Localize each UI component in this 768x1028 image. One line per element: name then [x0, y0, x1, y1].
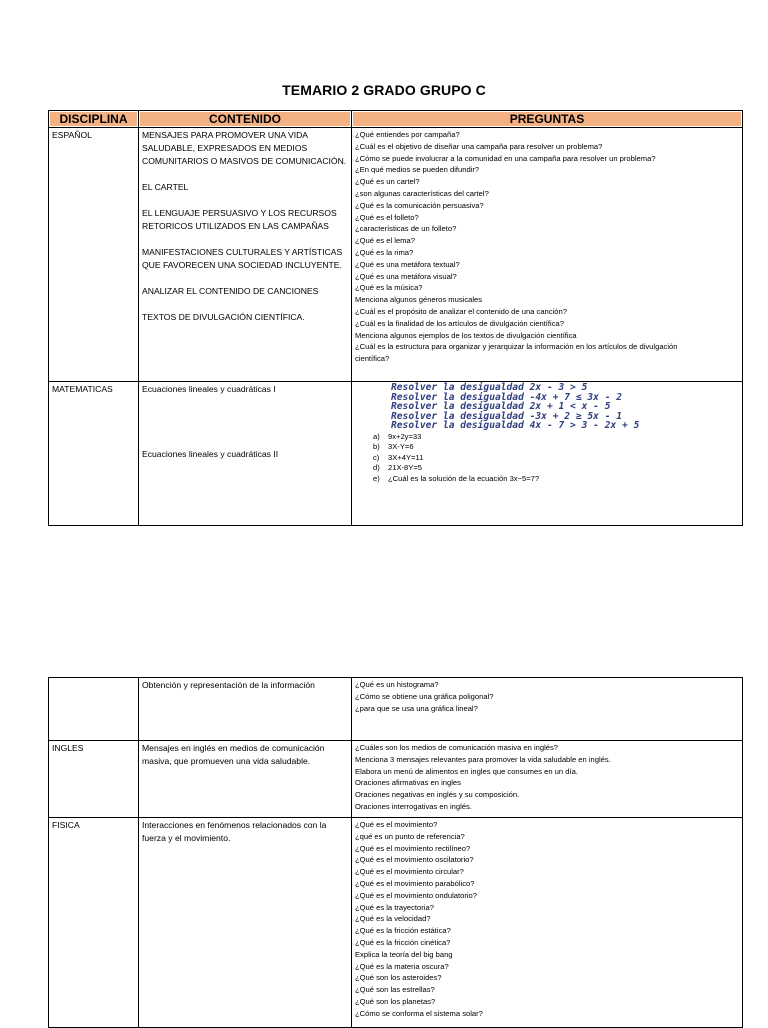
- question-item: ¿Qué son las estrellas?: [355, 985, 435, 995]
- discipline-ingles: INGLES: [49, 741, 139, 818]
- row-matematicas: [49, 382, 743, 526]
- content-item: ANALIZAR EL CONTENIDO DE CANCIONES: [142, 286, 319, 296]
- question-item: ¿Cómo se obtiene una gráfica poligonal?: [355, 691, 494, 701]
- discipline-fisica: FISICA: [49, 818, 139, 1028]
- question-item: ¿Qué es el movimiento rectilíneo?: [355, 843, 471, 853]
- question-item: ¿Qué es el lema?: [355, 236, 415, 246]
- equation-list: [355, 432, 739, 485]
- question-item: ¿son algunas características del cartel?: [355, 188, 489, 198]
- row-fisica: [49, 818, 743, 1028]
- row-estadistica: [49, 678, 743, 741]
- question-item: ¿Qué es el folleto?: [355, 212, 419, 222]
- content-item: TEXTOS DE DIVULGACIÓN CIENTÍFICA.: [142, 312, 305, 322]
- inequality-item: Resolver la desigualdad 2x - 3 > 5: [391, 382, 588, 393]
- question-item: ¿Qué es el movimiento parabólico?: [355, 878, 475, 888]
- question-item: ¿Qué es el movimiento circular?: [355, 867, 464, 877]
- content-item: MANIFESTACIONES CULTURALES Y ARTÍSTICAS QUE FAVORECEN UNA SOCIEDAD INCLUYENTE.: [142, 247, 343, 270]
- content-item: Interacciones en fenómenos relacionados con la fuerza y el movimiento.: [142, 820, 327, 843]
- syllabus-table-bottom: [48, 677, 743, 1028]
- question-item: Menciona 3 mensajes relevantes para promover la vida saludable en inglés.: [355, 754, 611, 764]
- content-item: EL CARTEL: [142, 182, 189, 192]
- content-matematicas: [139, 382, 352, 526]
- question-item: Oraciones negativas en inglés y su composición.: [355, 790, 520, 800]
- discipline-estadistica: [49, 678, 139, 741]
- question-item: ¿qué es un punto de referencia?: [355, 831, 465, 841]
- question-item: ¿Qué entiendes por campaña?: [355, 130, 460, 139]
- question-item: ¿Qué es la velocidad?: [355, 914, 431, 924]
- inequality-item: Resolver la desigualdad 4x - 7 > 3 - 2x + 5: [391, 420, 640, 432]
- list-item: b) 3X-Y=6: [373, 442, 414, 452]
- question-item: ¿Cuál es el propósito de analizar el contenido de una canción?: [355, 306, 567, 316]
- content-item: Obtención y representación de la información: [142, 680, 315, 690]
- header-preguntas: PREGUNTAS: [352, 111, 743, 128]
- question-item: ¿Qué es la rima?: [355, 247, 414, 257]
- questions-matematicas: [352, 382, 743, 526]
- row-espanol: [49, 128, 743, 382]
- questions-fisica: [352, 818, 743, 1028]
- question-item: Oraciones afirmativas en ingles: [355, 778, 461, 788]
- question-item: ¿Qué es una metáfora visual?: [355, 271, 457, 281]
- content-estadistica: [139, 678, 352, 741]
- question-item: ¿características de un folleto?: [355, 224, 457, 234]
- content-item: MENSAJES PARA PROMOVER UNA VIDA SALUDABLE, EXPRESADOS EN MEDIOS COMUNITARIOS O MASIVOS DE COMUNICACIÓN.: [142, 130, 347, 166]
- content-item: Ecuaciones lineales y cuadráticas I: [142, 384, 276, 394]
- question-item: ¿Qué es el movimiento?: [355, 820, 438, 829]
- list-item: d) 21X-8Y=5: [373, 463, 422, 473]
- questions-ingles: [352, 741, 743, 818]
- question-item: ¿En qué medios se pueden difundir?: [355, 165, 480, 175]
- content-item: Ecuaciones lineales y cuadráticas II: [142, 449, 279, 459]
- question-item: Elabora un menú de alimentos en ingles que consumes en un día.: [355, 766, 578, 776]
- question-item: ¿Qué es la materia oscura?: [355, 961, 449, 971]
- question-item: ¿Qué es la música?: [355, 283, 423, 293]
- content-ingles: [139, 741, 352, 818]
- question-item: ¿Qué es la fricción estática?: [355, 926, 451, 936]
- content-item: Mensajes en inglés en medios de comunicación masiva, que promueven una vida saludable.: [142, 743, 325, 766]
- list-item: c) 3X+4Y=11: [373, 452, 424, 462]
- question-item: ¿Qué es el movimiento oscilatorio?: [355, 855, 474, 865]
- question-item: ¿Qué es la trayectoria?: [355, 902, 434, 912]
- question-item: ¿Cuál es la finalidad de los artículos de divulgación científica?: [355, 318, 564, 328]
- question-item: ¿Qué es un histograma?: [355, 680, 439, 689]
- question-item: ¿Qué es la fricción cinética?: [355, 937, 451, 947]
- inequality-item: Resolver la desigualdad -3x + 2 ≥ 5x - 1: [391, 410, 623, 422]
- header-disciplina: DISCIPLINA: [49, 111, 139, 128]
- question-item: ¿Cuáles son los medios de comunicación masiva en inglés?: [355, 743, 559, 752]
- question-item: ¿Qué es la comunicación persuasiva?: [355, 200, 484, 210]
- syllabus-table-top: [48, 110, 743, 526]
- question-item: ¿Cómo se puede involucrar a la comunidad en una campaña para resolver un problema?: [355, 153, 656, 163]
- inequality-item: Resolver la desigualdad -4x + 7 ≤ 3x - 2: [391, 391, 623, 403]
- question-item: ¿Qué son los asteroides?: [355, 973, 442, 983]
- content-item: EL LENGUAJE PERSUASIVO Y LOS RECURSOS RETORICOS UTILIZADOS EN LAS CAMPAÑAS: [142, 208, 337, 231]
- list-item: a) 9x+2y=33: [373, 431, 422, 441]
- question-item: Menciona algunos géneros musicales: [355, 295, 483, 305]
- question-item: ¿Qué es una metáfora textual?: [355, 259, 460, 269]
- question-item: Menciona algunos ejemplos de los textos de divulgación científica: [355, 330, 577, 340]
- question-item: ¿para que se usa una gráfica lineal?: [355, 703, 478, 713]
- content-espanol: [139, 128, 352, 382]
- header-contenido: CONTENIDO: [139, 111, 352, 128]
- question-item: Explica la teoría del big bang: [355, 949, 453, 959]
- discipline-matematicas: MATEMATICAS: [49, 382, 139, 526]
- document-title: TEMARIO 2 GRADO GRUPO C: [282, 82, 486, 98]
- question-item: ¿Cuál es la estructura para organizar y jerarquizar la información en los artículos de divulgación: [355, 342, 678, 352]
- discipline-espanol: ESPAÑOL: [49, 128, 139, 382]
- question-item: ¿Cuál es el objetivo de diseñar una campaña para resolver un problema?: [355, 141, 603, 151]
- content-fisica: [139, 818, 352, 1028]
- list-item: e) ¿Cuál es la solución de la ecuación 3x−5=7?: [373, 473, 540, 483]
- inequality-item: Resolver la desigualdad 2x + 1 < x - 5: [391, 401, 611, 413]
- questions-espanol: [352, 128, 743, 382]
- header-row: [49, 111, 743, 128]
- question-item: Oraciones interrogativas en inglés.: [355, 801, 472, 811]
- question-item: ¿Cómo se conforma el sistema solar?: [355, 1008, 483, 1018]
- question-item: ¿Qué es el movimiento ondulatorio?: [355, 890, 477, 900]
- question-item: científica?: [355, 354, 390, 364]
- question-item: ¿Qué son los planetas?: [355, 996, 436, 1006]
- row-ingles: [49, 741, 743, 818]
- question-item: ¿Qué es un cartel?: [355, 177, 420, 187]
- questions-estadistica: [352, 678, 743, 741]
